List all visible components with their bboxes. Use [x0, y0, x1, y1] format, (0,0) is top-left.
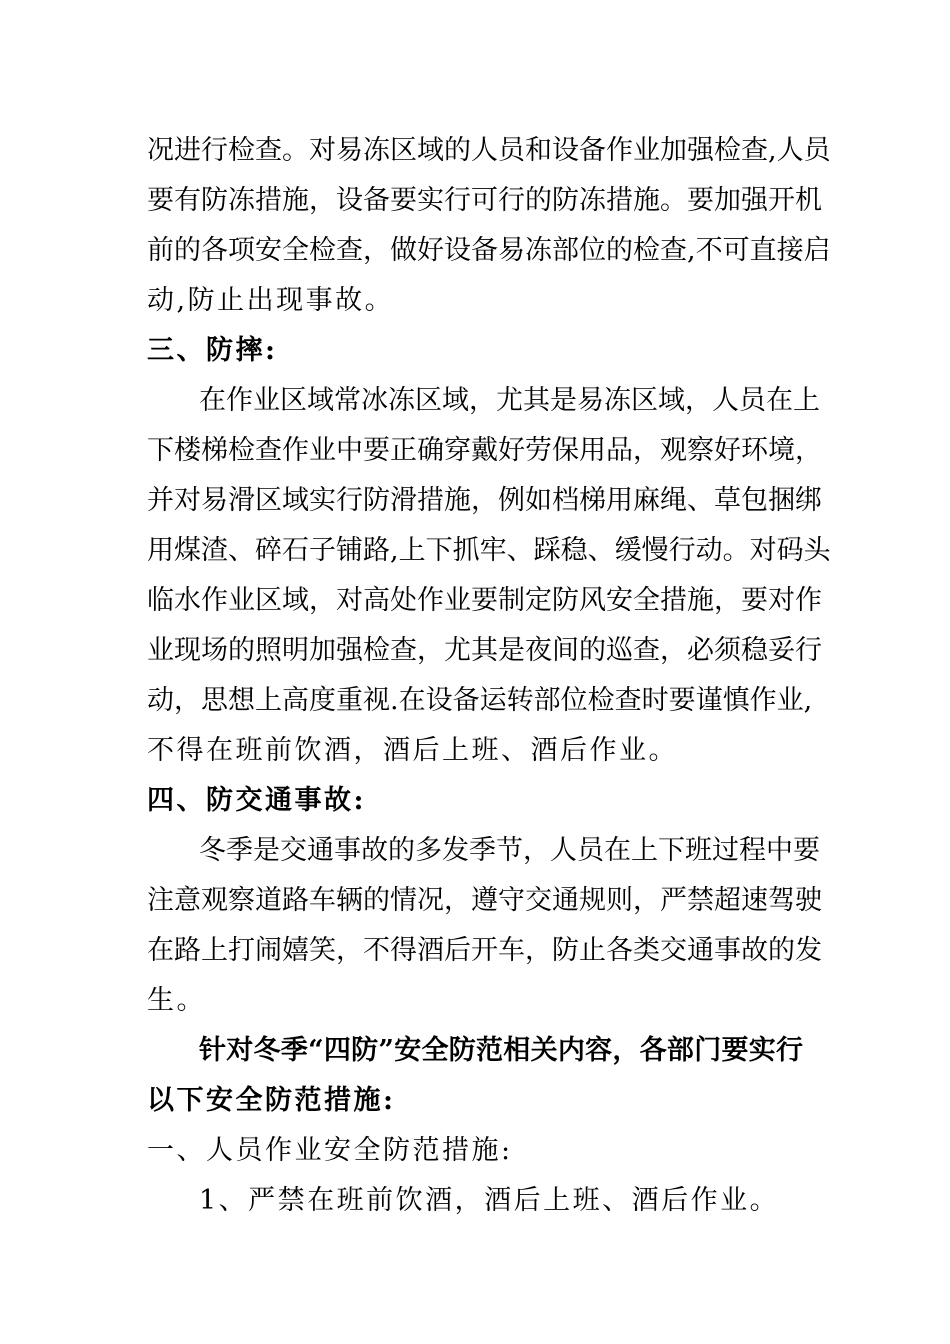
body-text-line: 在路上打闹嬉笑，不得酒后开车，防止各类交通事故的发 — [147, 935, 822, 966]
body-text-line: 并对易滑区域实行防滑措施，例如档梯用麻绳、草包捆绑 — [147, 485, 822, 516]
body-text-line: 冬季是交通事故的多发季节，人员在上下班过程中要 — [199, 835, 820, 866]
body-text-line: 在作业区域常冰冻区域，尤其是易冻区域，人员在上 — [199, 385, 820, 416]
measures-intro-heading: 以下安全防范措施: — [147, 1085, 396, 1116]
body-text-line: 况进行检查。对易冻区域的人员和设备作业加强检查,人员 — [147, 135, 831, 166]
body-text-line: 动,防止出现事故。 — [147, 285, 395, 316]
body-text-line: 生。 — [147, 985, 206, 1016]
body-text-line: 用煤渣、碎石子铺路,上下抓牢、踩稳、缓慢行动。对码头 — [147, 535, 831, 566]
body-text-line: 不得在班前饮酒，酒后上班、酒后作业。 — [147, 735, 678, 766]
body-text-line: 业现场的照明加强检查，尤其是夜间的巡查，必须稳妥行 — [147, 635, 822, 666]
body-text-line: 下楼梯检查作业中要正确穿戴好劳保用品，观察好环境， — [147, 435, 822, 466]
body-text-line: 临水作业区域，对高处作业要制定防风安全措施，要对作 — [147, 585, 822, 616]
list-item: 1、严禁在班前饮酒，酒后上班、酒后作业。 — [199, 1185, 780, 1216]
body-text-line: 动，思想上高度重视.在设备运转部位检查时要谨慎作业, — [147, 685, 813, 716]
body-text-line: 注意观察道路车辆的情况，遵守交通规则，严禁超速驾驶 — [147, 885, 822, 916]
section-heading-traffic: 四、防交通事故: — [147, 785, 366, 816]
body-text-line: 前的各项安全检查，做好设备易冻部位的检查,不可直接启 — [147, 235, 831, 266]
body-text-line: 要有防冻措施，设备要实行可行的防冻措施。要加强开机 — [147, 185, 822, 216]
section-heading-fangshuai: 三、防摔: — [147, 335, 278, 366]
measures-intro-heading: 针对冬季“四防”安全防范相关内容，各部门要实行 — [199, 1035, 803, 1066]
subsection-heading: 一、人员作业安全防范措施: — [147, 1135, 513, 1166]
